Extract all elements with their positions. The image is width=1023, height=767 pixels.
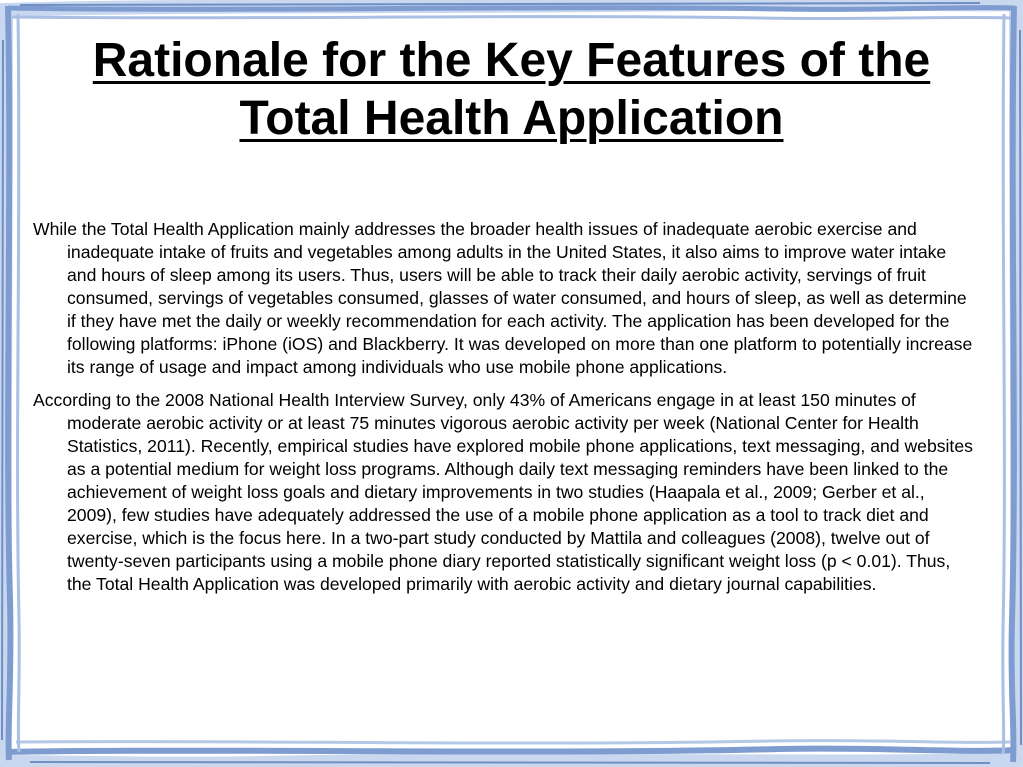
slide-title: Rationale for the Key Features of the Total Health Application [92,34,931,145]
body-paragraph-2: According to the 2008 National Health Interview Survey, only 43% of Americans engage in at least 150 minutes of moderate aerobic activity or at least 75 minutes vigorous aerobic activity per week (National Center for Health Statistics, 2011). Recently, empirical studies have explored mobile phone applications, text messaging, and websites as a potential medium for weight loss programs. Although daily text messaging reminders have been linked to the achievement of weight loss goals and dietary improvements in two studies (Haapala et al., 2009; Gerber et al., 2009), few studies have adequately addressed the use of a mobile phone application as a tool to track diet and exercise, which is the focus here. In a two-part study conducted by Mattila and colleagues (2008), twelve out of twenty-seven participants using a mobile phone diary reported statistically significant weight loss (p < 0.01). Thus, the Total Health Application was developed primarily with aerobic activity and dietary journal capabilities. [33,390,973,594]
slide-body [33,218,978,606]
body-paragraph-1: While the Total Health Application mainly addresses the broader health issues of inadequate aerobic exercise and inadequate intake of fruits and vegetables among adults in the United States, it also aims to improve water intake and hours of sleep among its users. Thus, users will be able to track their daily aerobic activity, servings of fruit consumed, servings of vegetables consumed, glasses of water consumed, and hours of sleep, as well as determine if they have met the daily or weekly recommendation for each activity. The application has been developed for the following platforms: iPhone (iOS) and Blackberry. It was developed on more than one platform to potentially increase its range of usage and impact among individuals who use mobile phone applications. [33,219,973,377]
